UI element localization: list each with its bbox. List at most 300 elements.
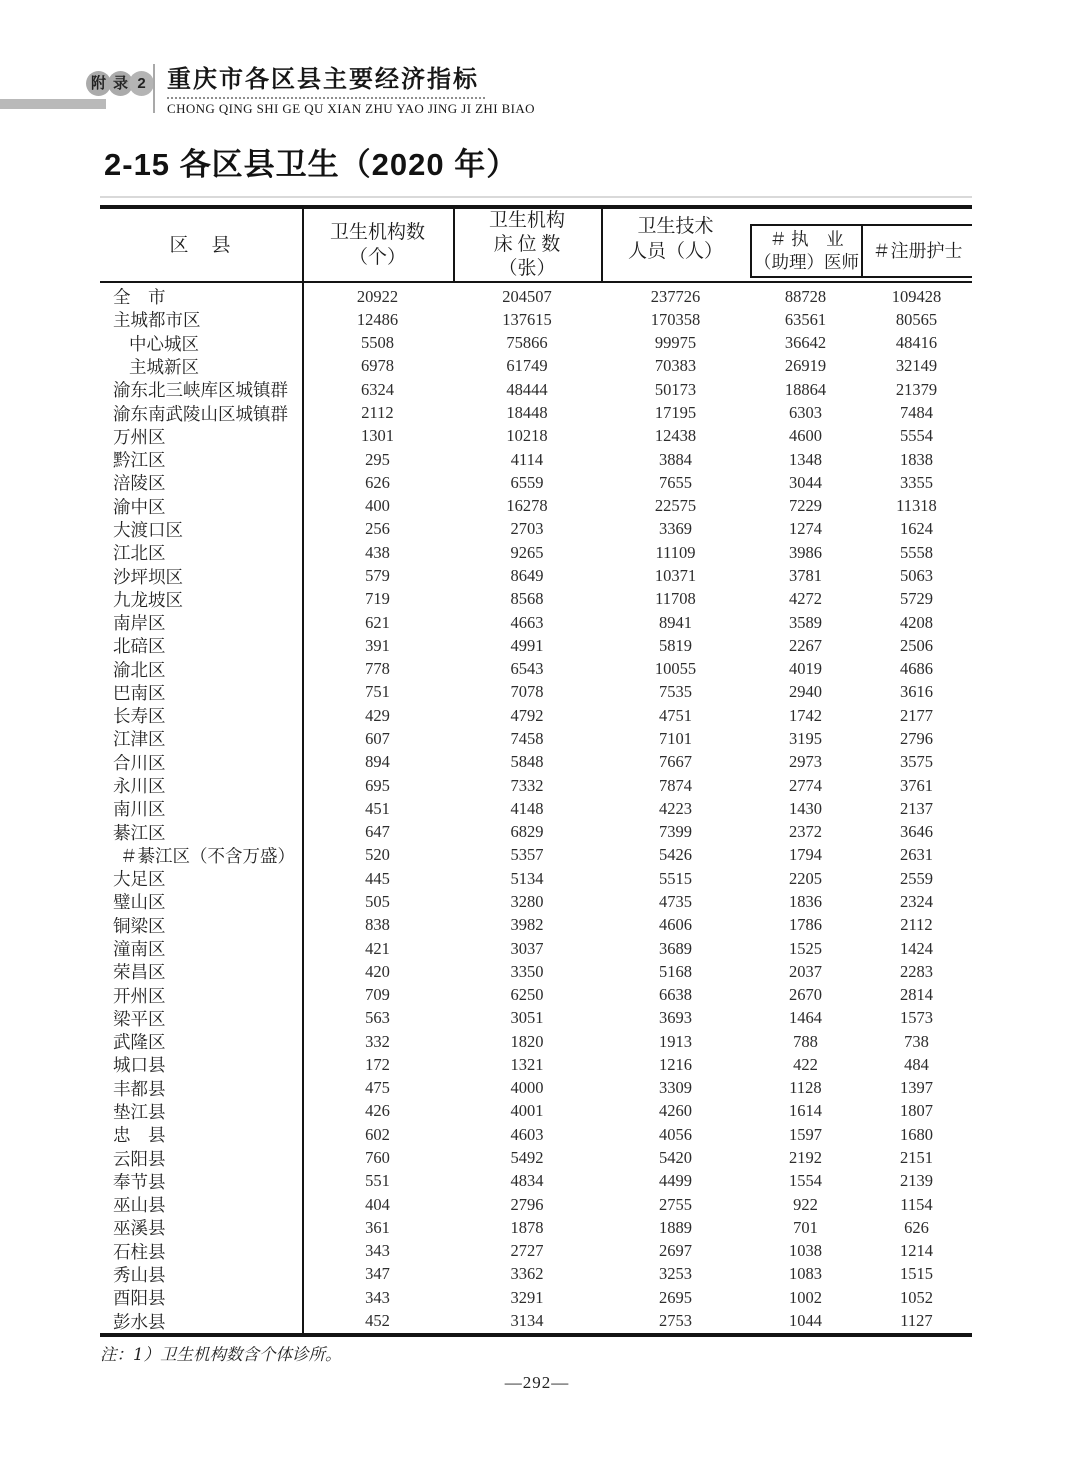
value-cell: 5134: [510, 868, 544, 888]
value-cell: 1680: [900, 1124, 933, 1144]
value-cell: 361: [365, 1217, 390, 1237]
value-cell: 3982: [510, 915, 544, 935]
table-row: [100, 1053, 972, 1076]
value-cell: 1515: [900, 1264, 933, 1284]
district-name-cell: 全 市: [113, 287, 166, 308]
value-cell: 400: [365, 496, 390, 516]
col-header-institutions-line1: 卫生机构数: [329, 222, 425, 243]
value-cell: 475: [365, 1078, 390, 1098]
appendix-badge-number: 2: [129, 71, 154, 96]
value-cell: 7535: [659, 682, 692, 702]
value-cell: 778: [365, 659, 390, 679]
value-cell: 563: [365, 1008, 390, 1028]
value-cell: 5558: [900, 542, 933, 562]
value-cell: 343: [365, 1287, 390, 1307]
value-cell: 5819: [659, 635, 692, 655]
district-name-cell: 彭水县: [113, 1311, 166, 1332]
table-row: [100, 1240, 972, 1263]
col-header-physicians-line1: ＃ 执 业: [769, 229, 844, 249]
value-cell: 4019: [789, 659, 822, 679]
table-footnote: 注：1）卫生机构数含个体诊所。: [100, 1345, 342, 1364]
value-cell: 3689: [659, 938, 692, 958]
value-cell: 18864: [784, 379, 827, 399]
value-cell: 1794: [789, 845, 822, 865]
value-cell: 10218: [506, 426, 548, 446]
value-cell: 8568: [510, 589, 544, 609]
value-cell: 12486: [356, 309, 399, 329]
value-cell: 16278: [506, 496, 548, 516]
value-cell: 1913: [659, 1031, 692, 1051]
value-cell: 922: [793, 1194, 818, 1214]
value-cell: 343: [365, 1241, 390, 1261]
value-cell: 3575: [900, 752, 933, 772]
district-name-cell: 忠 县: [113, 1125, 166, 1146]
value-cell: 1786: [789, 915, 822, 935]
value-cell: 5357: [510, 845, 544, 865]
table-row: [100, 332, 972, 355]
table-row: [100, 960, 972, 983]
value-cell: 3355: [900, 472, 933, 492]
value-cell: 5508: [361, 333, 394, 353]
value-cell: 2755: [659, 1194, 692, 1214]
table-row: [100, 495, 972, 518]
district-name-cell: 荣昌区: [113, 962, 166, 983]
value-cell: 2037: [789, 961, 822, 981]
value-cell: 1154: [900, 1194, 933, 1214]
value-cell: 10371: [654, 566, 697, 586]
value-cell: 6978: [361, 356, 394, 376]
district-name-cell: 城口县: [113, 1055, 166, 1076]
value-cell: 2814: [900, 985, 933, 1005]
table-title: 2-15 各区县卫生（2020 年）: [104, 147, 519, 182]
value-cell: 4792: [510, 705, 544, 725]
value-cell: 4735: [659, 891, 692, 911]
value-cell: 429: [365, 705, 390, 725]
value-cell: 2267: [789, 635, 822, 655]
value-cell: 2703: [510, 519, 544, 539]
district-name-cell: 大足区: [113, 869, 166, 890]
value-cell: 1348: [789, 449, 822, 469]
district-name-cell: 大渡口区: [113, 519, 183, 540]
value-cell: 1274: [789, 519, 822, 539]
value-cell: 5426: [659, 845, 692, 865]
col-header-personnel-line2: 人员（人）: [627, 241, 723, 262]
table-row: [100, 1100, 972, 1123]
district-name-cell: 万州区: [113, 426, 166, 447]
value-cell: 4056: [659, 1124, 692, 1144]
value-cell: 1742: [789, 705, 822, 725]
value-cell: 520: [365, 845, 390, 865]
table-row: [100, 425, 972, 448]
value-cell: 1127: [900, 1311, 933, 1331]
value-cell: 204507: [502, 286, 552, 306]
value-cell: 647: [365, 822, 390, 842]
table-row: [100, 588, 972, 611]
value-cell: 579: [365, 566, 390, 586]
district-name-cell: 黔江区: [113, 450, 166, 471]
value-cell: 2372: [789, 822, 822, 842]
district-name-cell: 巫山县: [113, 1195, 166, 1216]
value-cell: 3253: [659, 1264, 692, 1284]
table-row: [100, 308, 972, 331]
value-cell: 2112: [900, 915, 933, 935]
value-cell: 347: [365, 1264, 390, 1284]
value-cell: 1128: [789, 1078, 822, 1098]
value-cell: 7667: [659, 752, 692, 772]
district-name-cell: 巫溪县: [113, 1218, 166, 1239]
value-cell: 1878: [510, 1217, 544, 1237]
value-cell: 3044: [789, 472, 822, 492]
value-cell: 4223: [659, 798, 692, 818]
table-row: [100, 285, 972, 308]
district-name-cell: 江津区: [113, 729, 166, 750]
table-row: [100, 1030, 972, 1053]
district-name-cell: 云阳县: [113, 1148, 166, 1169]
value-cell: 3986: [789, 542, 822, 562]
value-cell: 1554: [789, 1171, 822, 1191]
value-cell: 788: [793, 1031, 818, 1051]
value-cell: 7484: [900, 403, 933, 423]
value-cell: 1464: [789, 1008, 822, 1028]
value-cell: 1820: [510, 1031, 544, 1051]
value-cell: 2205: [789, 868, 822, 888]
value-cell: 2192: [789, 1148, 822, 1168]
value-cell: 426: [365, 1101, 390, 1121]
col-header-nurses-label: ＃注册护士: [872, 240, 963, 261]
table-row: [100, 1216, 972, 1239]
value-cell: 2506: [900, 635, 933, 655]
value-cell: 4834: [510, 1171, 544, 1191]
value-cell: 3134: [510, 1311, 544, 1331]
running-head-title: 重庆市各区县主要经济指标: [167, 66, 479, 93]
district-name-cell: 武隆区: [113, 1032, 166, 1053]
page-number: —292—: [504, 1373, 570, 1392]
col-header-beds-line1: 卫生机构: [488, 210, 565, 231]
value-cell: 2973: [789, 752, 822, 772]
col-header-personnel-line1: 卫生技术: [637, 216, 714, 237]
value-cell: 2151: [900, 1148, 933, 1168]
value-cell: 422: [793, 1054, 818, 1074]
value-cell: 391: [365, 635, 390, 655]
value-cell: 2324: [900, 891, 933, 911]
running-head-pinyin: CHONG QING SHI GE QU XIAN ZHU YAO JING JI ZHI BIAO: [167, 101, 535, 116]
value-cell: 5554: [900, 426, 933, 446]
value-cell: 738: [904, 1031, 929, 1051]
table-row: [100, 1007, 972, 1030]
value-cell: 4600: [789, 426, 822, 446]
value-cell: 6250: [510, 985, 544, 1005]
value-cell: 1889: [659, 1217, 692, 1237]
value-cell: 607: [365, 728, 390, 748]
value-cell: 7458: [510, 728, 544, 748]
table-body: [100, 285, 972, 1333]
value-cell: 9265: [510, 542, 544, 562]
district-name-cell: 渝中区: [113, 496, 166, 517]
table-row: [100, 564, 972, 587]
district-name-cell: 涪陵区: [113, 473, 166, 494]
value-cell: 2697: [659, 1241, 692, 1261]
value-cell: 1397: [900, 1078, 933, 1098]
district-name-cell: 酉阳县: [113, 1288, 166, 1309]
value-cell: 3280: [510, 891, 544, 911]
district-name-cell: 綦江区: [113, 822, 166, 843]
value-cell: 2774: [789, 775, 822, 795]
value-cell: 4114: [510, 449, 544, 469]
col-header-region: [100, 209, 302, 281]
district-name-cell: 开州区: [113, 985, 166, 1006]
value-cell: 2796: [510, 1194, 544, 1214]
value-cell: 332: [365, 1031, 390, 1051]
value-cell: 170358: [650, 309, 701, 329]
value-cell: 1301: [361, 426, 394, 446]
table-row: [100, 1077, 972, 1100]
table-row: [100, 727, 972, 750]
table-row: [100, 867, 972, 890]
value-cell: 4260: [659, 1101, 692, 1121]
value-cell: 4606: [659, 915, 692, 935]
value-cell: 3589: [789, 612, 822, 632]
value-cell: 4499: [659, 1171, 692, 1191]
table-row: [100, 518, 972, 541]
value-cell: 2177: [900, 705, 933, 725]
col-header-beds-line3: （张）: [498, 258, 556, 279]
district-name-cell: 九龙坡区: [113, 589, 183, 610]
col-header-beds-line2: 床 位 数: [493, 234, 561, 255]
value-cell: 1430: [789, 798, 822, 818]
value-cell: 894: [365, 752, 390, 772]
value-cell: 99975: [654, 333, 697, 353]
value-cell: 1838: [900, 449, 933, 469]
value-cell: 48416: [895, 333, 938, 353]
value-cell: 4751: [659, 705, 692, 725]
value-cell: 3884: [659, 449, 692, 469]
value-cell: 63561: [784, 309, 827, 329]
value-cell: 50173: [654, 379, 697, 399]
district-name-cell: 丰都县: [113, 1078, 166, 1099]
value-cell: 4663: [510, 612, 544, 632]
district-name-cell: 梁平区: [113, 1008, 166, 1029]
value-cell: 1083: [789, 1264, 822, 1284]
value-cell: 17195: [654, 403, 697, 423]
value-cell: 484: [904, 1054, 929, 1074]
value-cell: 1321: [510, 1054, 544, 1074]
value-cell: 11708: [655, 589, 696, 609]
value-cell: 11109: [655, 542, 696, 562]
value-cell: 7229: [789, 496, 822, 516]
value-cell: 36642: [784, 333, 827, 353]
value-cell: 420: [365, 961, 390, 981]
district-name-cell: ＃綦江区（不含万盛）: [120, 845, 295, 866]
value-cell: 6829: [510, 822, 544, 842]
value-cell: 1573: [900, 1008, 933, 1028]
value-cell: 4991: [510, 635, 544, 655]
value-cell: 438: [365, 542, 390, 562]
district-name-cell: 渝东北三峡库区城镇群: [113, 380, 288, 401]
col-header-region-label: 区 县: [169, 234, 233, 256]
value-cell: 256: [365, 519, 390, 539]
col-header-personnel: [601, 211, 750, 267]
table-row: [100, 914, 972, 937]
value-cell: 7399: [659, 822, 692, 842]
value-cell: 5729: [900, 589, 933, 609]
value-cell: 1525: [789, 938, 822, 958]
district-name-cell: 合川区: [113, 752, 166, 773]
table-row: [100, 751, 972, 774]
district-name-cell: 巴南区: [113, 682, 166, 703]
running-head-dotted-rule: [167, 97, 485, 99]
col-header-beds: [453, 207, 601, 283]
title-light-rule: [100, 196, 972, 198]
table-row: [100, 658, 972, 681]
value-cell: 3693: [659, 1008, 692, 1028]
value-cell: 109428: [891, 286, 942, 306]
value-cell: 32149: [895, 356, 938, 376]
value-cell: 602: [365, 1124, 390, 1144]
value-cell: 2796: [900, 728, 933, 748]
value-cell: 11318: [896, 496, 937, 516]
table-row: [100, 774, 972, 797]
district-name-cell: 南川区: [113, 799, 166, 820]
table-row: [100, 378, 972, 401]
district-name-cell: 潼南区: [113, 939, 166, 960]
table-row: [100, 1263, 972, 1286]
value-cell: 21379: [895, 379, 938, 399]
value-cell: 20922: [356, 286, 399, 306]
district-name-cell: 渝东南武陵山区城镇群: [113, 403, 288, 424]
table-row: [100, 681, 972, 704]
value-cell: 18448: [506, 403, 548, 423]
running-head-divider: [153, 64, 155, 113]
value-cell: 4148: [510, 798, 544, 818]
value-cell: 2727: [510, 1241, 544, 1261]
value-cell: 6324: [361, 379, 394, 399]
value-cell: 3195: [789, 728, 822, 748]
table-row: [100, 983, 972, 1006]
col-header-physicians: [752, 226, 861, 276]
value-cell: 2137: [900, 798, 933, 818]
value-cell: 4686: [900, 659, 933, 679]
col-header-nurses: [863, 226, 972, 276]
value-cell: 88728: [784, 286, 827, 306]
value-cell: 7655: [659, 472, 692, 492]
table-row: [100, 448, 972, 471]
value-cell: 7078: [510, 682, 544, 702]
district-name-cell: 主城都市区: [113, 310, 201, 331]
value-cell: 551: [365, 1171, 390, 1191]
value-cell: 295: [365, 449, 390, 469]
value-cell: 5848: [510, 752, 544, 772]
table-row: [100, 890, 972, 913]
district-name-cell: 永川区: [113, 776, 166, 797]
value-cell: 709: [365, 985, 390, 1005]
value-cell: 2695: [659, 1287, 692, 1307]
table-row: [100, 471, 972, 494]
table-row: [100, 844, 972, 867]
value-cell: 1052: [900, 1287, 933, 1307]
table-row: [100, 541, 972, 564]
value-cell: 626: [904, 1217, 929, 1237]
value-cell: 2283: [900, 961, 933, 981]
value-cell: 48444: [506, 379, 548, 399]
value-cell: 10055: [654, 659, 697, 679]
value-cell: 80565: [895, 309, 938, 329]
value-cell: 70383: [654, 356, 697, 376]
value-cell: 760: [365, 1148, 390, 1168]
district-name-cell: 垫江县: [113, 1101, 166, 1122]
district-name-cell: 中心城区: [129, 333, 199, 354]
value-cell: 4603: [510, 1124, 544, 1144]
value-cell: 445: [365, 868, 390, 888]
table-row: [100, 1146, 972, 1169]
value-cell: 75866: [506, 333, 548, 353]
table-row: [100, 1309, 972, 1332]
district-name-cell: 秀山县: [113, 1264, 166, 1285]
appendix-badge-char-1: 附: [86, 71, 111, 96]
value-cell: 4001: [510, 1101, 544, 1121]
value-cell: 26919: [784, 356, 827, 376]
district-name-cell: 璧山区: [113, 892, 166, 913]
value-cell: 2559: [900, 868, 933, 888]
value-cell: 2139: [900, 1171, 933, 1191]
table-row: [100, 1193, 972, 1216]
value-cell: 1216: [659, 1054, 692, 1074]
table-bottom-border: [100, 1333, 972, 1337]
value-cell: 2753: [659, 1311, 692, 1331]
value-cell: 1044: [789, 1311, 822, 1331]
table-row: [100, 355, 972, 378]
value-cell: 3291: [510, 1287, 544, 1307]
col-header-institutions-line2: （个）: [348, 247, 406, 268]
value-cell: 172: [365, 1054, 390, 1074]
value-cell: 1836: [789, 891, 822, 911]
col-header-institutions: [302, 209, 453, 281]
value-cell: 421: [365, 938, 390, 958]
value-cell: 237726: [650, 286, 701, 306]
value-cell: 7874: [659, 775, 692, 795]
table-row: [100, 1123, 972, 1146]
value-cell: 8649: [510, 566, 544, 586]
district-name-cell: 长寿区: [113, 706, 166, 727]
value-cell: 2940: [789, 682, 822, 702]
value-cell: 6543: [510, 659, 544, 679]
table-row: [100, 1286, 972, 1309]
value-cell: 7332: [510, 775, 544, 795]
value-cell: 6638: [659, 985, 692, 1005]
value-cell: 6303: [789, 403, 822, 423]
value-cell: 8941: [659, 612, 692, 632]
value-cell: 3781: [789, 566, 822, 586]
value-cell: 451: [365, 798, 390, 818]
value-cell: 404: [365, 1194, 390, 1214]
value-cell: 751: [365, 682, 390, 702]
value-cell: 7101: [659, 728, 692, 748]
value-cell: 5420: [659, 1148, 692, 1168]
value-cell: 621: [365, 612, 390, 632]
value-cell: 2631: [900, 845, 933, 865]
value-cell: 1424: [900, 938, 933, 958]
col-header-physicians-line2: （助理）医师: [754, 252, 859, 272]
appendix-left-bar: [0, 99, 106, 109]
value-cell: 1624: [900, 519, 933, 539]
value-cell: 1214: [900, 1241, 933, 1261]
district-name-cell: 北碚区: [113, 636, 166, 657]
value-cell: 1807: [900, 1101, 933, 1121]
table-row: [100, 820, 972, 843]
value-cell: 61749: [506, 356, 548, 376]
value-cell: 5515: [659, 868, 692, 888]
district-name-cell: 铜梁区: [113, 915, 166, 936]
value-cell: 1597: [789, 1124, 822, 1144]
